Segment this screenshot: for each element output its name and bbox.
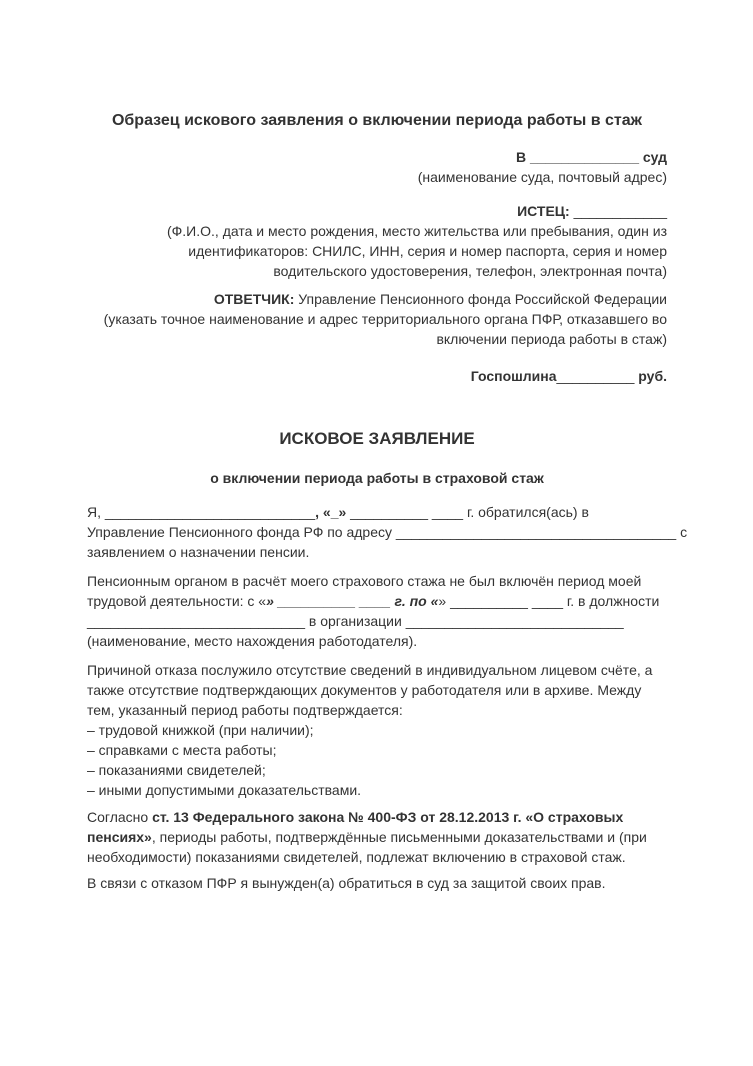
text-segment: пенсиях» [87,829,152,845]
list-item-4: – иными допустимыми доказательствами. [87,782,362,798]
text-segment: в организации [305,613,406,629]
blank-field-period-to: » __________ ____ г. в должности [438,593,660,609]
text-line [87,700,667,720]
blank-field-plaintiff-name: ____________ [573,203,667,219]
text-line [87,221,667,241]
block-subheading [87,468,667,488]
blank-field-position: ____________________________ [87,613,306,629]
text-segment: Причиной отказа послужило отсутствие сведений в индивидуальном лицевом счёте, а [87,662,653,678]
block-heading [87,428,667,450]
text-line [87,261,667,281]
list-item-1: – трудовой книжкой (при наличии); [87,722,314,738]
text-segment: (указать точное наименование и адрес территориального органа ПФР, отказавшего во [103,311,667,327]
block-fee [87,366,667,386]
text-segment: В связи с отказом ПФР я вынужден(а) обратиться в суд за защитой своих прав. [87,875,606,891]
text-segment: с [676,524,688,540]
text-line [87,847,667,867]
text-line [87,502,667,522]
list-item-2: – справками с места работы; [87,742,277,758]
page-title: Образец искового заявления о включении периода работы в стаж [111,112,643,129]
text-line [87,680,667,700]
text-line [87,241,667,261]
text-line [87,329,667,349]
block-para-5 [87,873,667,893]
blank-field-court-name: ______________ [529,149,639,165]
text-line [87,611,667,631]
text-segment: также отсутствие подтверждающих документов у работодателя или в архиве. Между [87,682,642,698]
plaintiff-label: ИСТЕЦ: [517,203,574,219]
blank-field-day: , «_» [315,504,347,520]
text-segment: (Ф.И.О., дата и место рождения, место жительства или пребывания, один из [166,223,667,239]
list-item-3: – показаниями свидетелей; [87,762,266,778]
text-segment: необходимости) показаниями свидетелей, подлежат включению в страховой стаж. [87,849,626,865]
text-segment: идентификаторов: СНИЛС, ИНН, серия и номер паспорта, серия и номер [188,243,667,259]
text-segment: водительского удостоверения, телефон, электронная почта) [273,263,667,279]
fee-label: Госпошлина [470,368,557,384]
text-segment: тем, указанный период работы подтверждается: [87,702,403,718]
law-reference: ст. 13 Федерального закона № 400-ФЗ от 28.12.2013 г. «О страховых [152,809,624,825]
text-line [87,522,688,542]
claim-heading: ИСКОВОЕ ЗАЯВЛЕНИЕ [279,429,475,448]
text-line [87,147,667,167]
text-line [87,827,667,847]
blank-field-period-from: » __________ ____ г. по « [266,593,439,609]
text-line [87,542,667,562]
text-line [87,591,667,611]
blank-field-fee-amount: __________ [556,368,635,384]
block-court [87,147,667,187]
text-segment: Пенсионным органом в расчёт моего страхового стажа не был включён период моей [87,573,642,589]
blank-field-organization: ____________________________ [405,613,624,629]
text-segment: Согласно [87,809,153,825]
text-segment: суд [639,149,667,165]
text-line [87,740,667,760]
text-segment: В [515,149,530,165]
text-line [87,780,667,800]
text-line [87,167,667,187]
defendant-label: ОТВЕТЧИК: [213,291,299,307]
text-segment: заявлением о назначении пенсии. [87,544,310,560]
text-line [87,468,667,488]
text-line [87,571,667,591]
text-line [87,720,667,740]
text-segment: трудовой деятельности: с « [87,593,267,609]
blank-field-claimant-name: ___________________________ [104,504,316,520]
block-para-2 [87,571,667,651]
block-plaintiff [87,201,667,281]
text-line [87,631,667,651]
text-segment: включении периода работы в стаж) [436,331,667,347]
claim-subheading: о включении периода работы в страховой стаж [210,470,544,486]
text-segment: руб. [634,368,667,384]
blank-field-address: ____________________________________ [395,524,677,540]
text-segment: Я, [87,504,105,520]
text-line [87,201,667,221]
text-segment: Управление Пенсионного фонда РФ по адресу [87,524,396,540]
text-segment: (наименование, место нахождения работодателя). [87,633,418,649]
document-blocks [87,147,688,893]
text-line [87,428,667,450]
block-para-3 [87,660,667,800]
text-line [87,366,667,386]
block-para-1 [87,502,688,562]
text-segment: Управление Пенсионного фонда Российской Федерации [298,291,667,307]
text-line [87,807,667,827]
text-segment: , периоды работы, подтверждённые письменными доказательствами и (при [151,829,647,845]
text-line [87,873,667,893]
block-defendant [87,289,667,349]
text-segment: (наименование суда, почтовый адрес) [417,169,667,185]
text-line [87,660,667,680]
text-line [87,760,667,780]
text-line [87,309,667,329]
text-line [87,289,667,309]
block-para-4 [87,807,667,867]
text-segment: __________ ____ г. обратился(ась) в [346,504,589,520]
